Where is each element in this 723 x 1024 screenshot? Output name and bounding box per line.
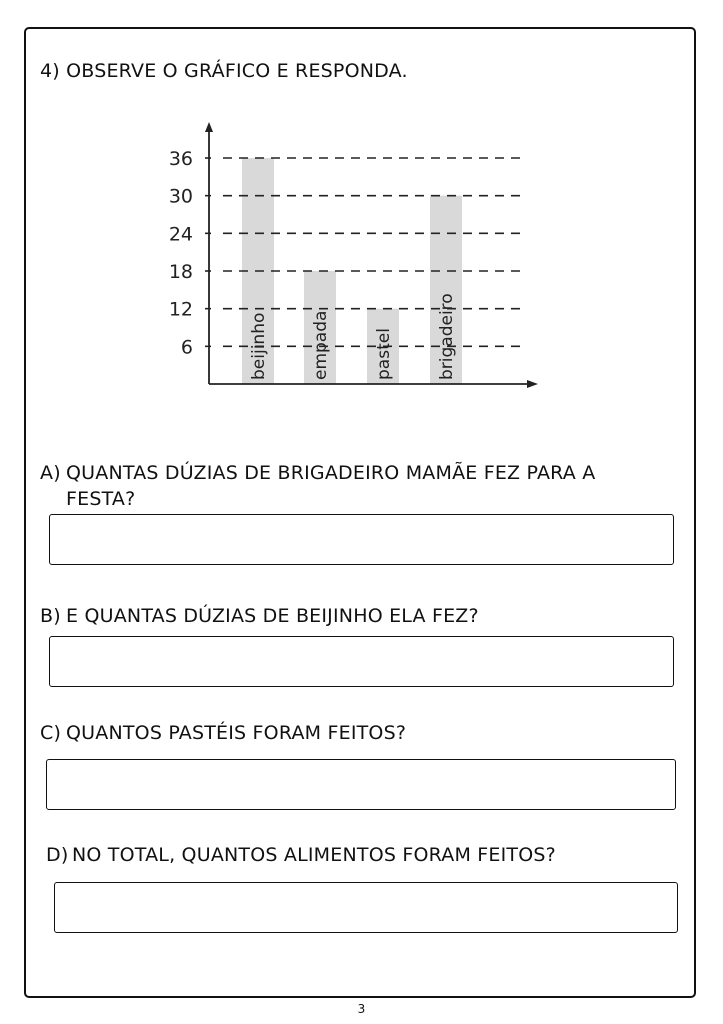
answer-box-d[interactable] [54,882,678,933]
question-d [46,842,686,870]
ytick-label-12: 12 [168,298,193,321]
question-a-letter: A) [40,462,61,484]
exercise-heading: 4) OBSERVE O GRÁFICO E RESPONDA. [40,60,408,82]
category-label-brigadeiro: brigadeiro [437,293,457,380]
ytick-label-6: 6 [180,336,193,359]
answer-box-a[interactable] [49,514,674,565]
x-axis-arrow [527,380,538,388]
question-a-text-line1: QUANTAS DÚZIAS DE BRIGADEIRO MAMÃE FEZ PARA A [66,462,596,484]
ytick-label-30: 30 [168,185,193,208]
bar-chart-svg [155,118,555,398]
question-d-text: NO TOTAL, QUANTOS ALIMENTOS FORAM FEITOS? [72,844,556,866]
page-number: 3 [357,1002,366,1016]
ytick-label-24: 24 [168,223,193,246]
question-b-text: E QUANTAS DÚZIAS DE BEIJINHO ELA FEZ? [66,605,479,627]
ytick-label-36: 36 [168,148,193,170]
y-axis-arrow [205,122,213,132]
question-a-text-line2: FESTA? [66,488,136,510]
question-b [40,603,690,631]
question-c [40,720,690,748]
question-d-letter: D) [46,844,69,866]
category-label-empada: empada [311,310,331,380]
question-c-letter: C) [40,722,62,744]
question-b-letter: B) [40,605,61,627]
ytick-label-18: 18 [168,261,193,283]
answer-box-b[interactable] [49,636,674,687]
answer-box-c[interactable] [46,759,676,810]
question-a [40,460,690,514]
question-c-text: QUANTOS PASTÉIS FORAM FEITOS? [66,722,407,744]
category-label-beijinho: beijinho [249,312,269,380]
category-label-pastel: pastel [374,328,394,380]
bar-chart [155,118,555,398]
